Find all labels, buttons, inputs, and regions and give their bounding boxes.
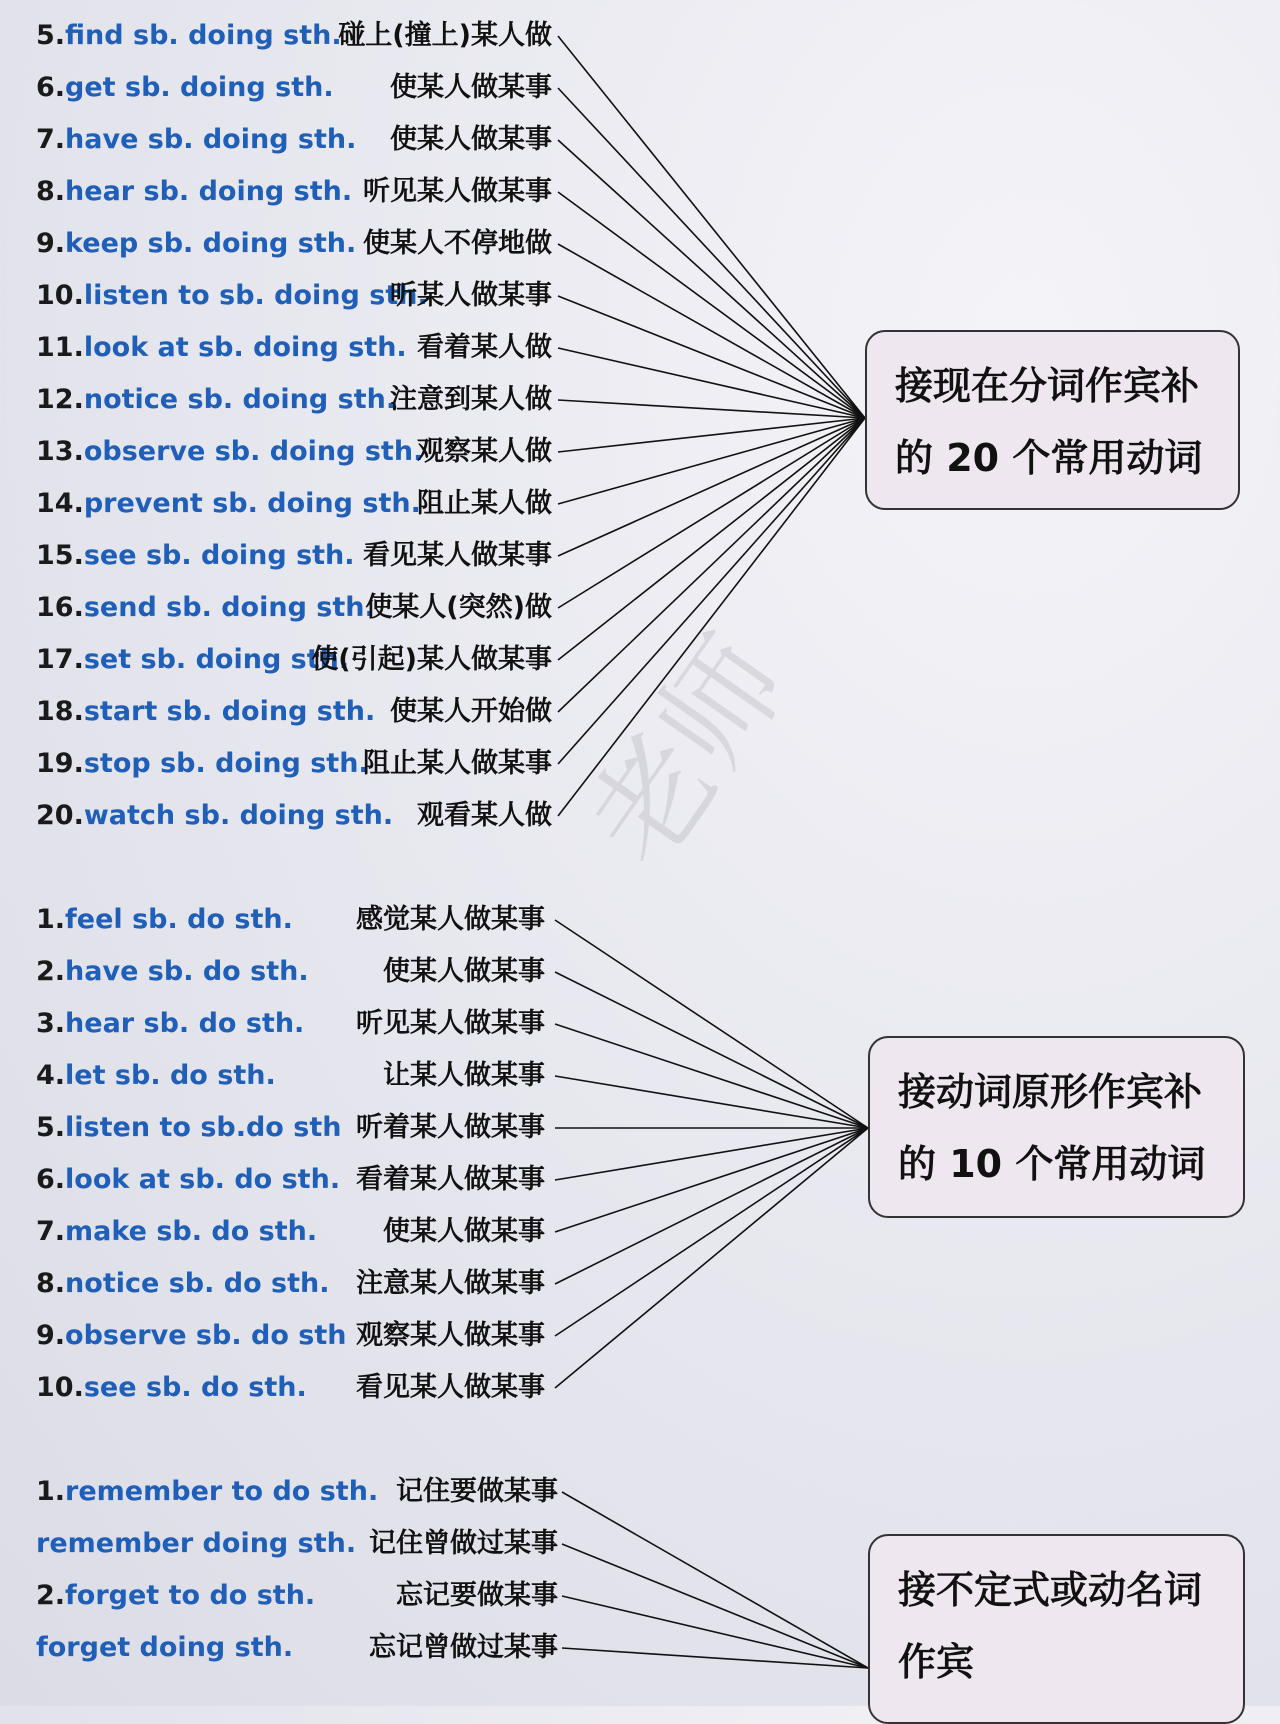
chinese-meaning: 看着某人做某事 bbox=[356, 1164, 545, 1195]
list-item bbox=[0, 16, 1280, 56]
chinese-meaning: 观看某人做 bbox=[417, 800, 552, 831]
verb-pattern: see sb. do sth. bbox=[83, 1372, 307, 1403]
item-number: 6. bbox=[36, 1164, 66, 1195]
english-phrase bbox=[36, 172, 352, 212]
verb-pattern: forget to do sth. bbox=[65, 1580, 316, 1611]
item-number: 8. bbox=[36, 1268, 66, 1299]
english-phrase bbox=[36, 432, 423, 472]
category-title-line: 接不定式或动名词 bbox=[898, 1568, 1203, 1612]
chinese-meaning: 看着某人做 bbox=[417, 332, 552, 363]
verb-pattern: make sb. do sth. bbox=[65, 1216, 318, 1247]
category-box bbox=[868, 1534, 1245, 1724]
chinese-meaning: 使某人开始做 bbox=[390, 696, 552, 727]
verb-pattern: start sb. doing sth. bbox=[83, 696, 376, 727]
chinese-meaning: 观察某人做某事 bbox=[356, 1320, 545, 1351]
item-number: 3. bbox=[36, 1008, 66, 1039]
chinese-meaning: 使某人(突然)做 bbox=[365, 592, 552, 623]
list-item bbox=[0, 640, 1280, 680]
list-item bbox=[0, 588, 1280, 628]
item-number: 2. bbox=[36, 956, 66, 987]
item-number: 12. bbox=[36, 384, 84, 415]
item-number: 20. bbox=[36, 800, 84, 831]
chinese-meaning: 阻止某人做 bbox=[417, 488, 552, 519]
chinese-meaning: 使某人做某事 bbox=[390, 124, 552, 155]
english-phrase bbox=[36, 120, 356, 160]
english-phrase bbox=[36, 380, 396, 420]
english-phrase bbox=[36, 536, 355, 576]
english-phrase bbox=[36, 1160, 340, 1200]
item-number: 10. bbox=[36, 1372, 84, 1403]
chinese-meaning: 记住要做某事 bbox=[396, 1476, 558, 1507]
english-phrase bbox=[36, 224, 356, 264]
chinese-meaning: 使某人做某事 bbox=[383, 1216, 545, 1247]
verb-pattern: get sb. doing sth. bbox=[65, 72, 334, 103]
chinese-meaning: 注意某人做某事 bbox=[356, 1268, 545, 1299]
english-phrase bbox=[36, 1264, 329, 1304]
verb-pattern: stop sb. doing sth. bbox=[83, 748, 369, 779]
list-item bbox=[0, 1368, 1280, 1408]
verb-pattern: let sb. do sth. bbox=[65, 1060, 276, 1091]
item-number: 16. bbox=[36, 592, 84, 623]
chinese-meaning: 听见某人做某事 bbox=[363, 176, 552, 207]
chinese-meaning: 记住曾做过某事 bbox=[369, 1528, 558, 1559]
english-phrase bbox=[36, 588, 375, 628]
item-number: 7. bbox=[36, 1216, 66, 1247]
verb-pattern: look at sb. doing sth. bbox=[83, 332, 407, 363]
chinese-meaning: 忘记要做某事 bbox=[396, 1580, 558, 1611]
list-item bbox=[0, 1316, 1280, 1356]
chinese-meaning: 使某人做某事 bbox=[390, 72, 552, 103]
item-number: 17. bbox=[36, 644, 84, 675]
verb-pattern: listen to sb. doing sth. bbox=[83, 280, 428, 311]
english-phrase bbox=[36, 328, 407, 368]
list-item bbox=[0, 1264, 1280, 1304]
item-number: 6. bbox=[36, 72, 66, 103]
item-number: 15. bbox=[36, 540, 84, 571]
category-title-line: 的 20 个常用动词 bbox=[895, 436, 1203, 480]
connector-line bbox=[555, 972, 868, 1128]
english-phrase bbox=[36, 1576, 315, 1616]
english-phrase bbox=[36, 1628, 293, 1668]
list-item bbox=[0, 172, 1280, 212]
english-phrase bbox=[36, 952, 309, 992]
verb-pattern: find sb. doing sth. bbox=[65, 20, 342, 51]
category-title-line: 接动词原形作宾补 bbox=[898, 1070, 1203, 1114]
list-item bbox=[0, 536, 1280, 576]
verb-pattern: watch sb. doing sth. bbox=[83, 800, 394, 831]
verb-pattern: observe sb. doing sth. bbox=[83, 436, 424, 467]
list-item bbox=[0, 796, 1280, 836]
verb-pattern: notice sb. do sth. bbox=[65, 1268, 330, 1299]
english-phrase bbox=[36, 276, 428, 316]
chinese-meaning: 看见某人做某事 bbox=[356, 1372, 545, 1403]
verb-pattern: see sb. doing sth. bbox=[83, 540, 355, 571]
category-title-line: 接现在分词作宾补 bbox=[895, 364, 1200, 408]
list-item bbox=[0, 224, 1280, 264]
chinese-meaning: 使(引起)某人做某事 bbox=[311, 644, 552, 675]
list-item bbox=[0, 276, 1280, 316]
english-phrase bbox=[36, 900, 293, 940]
verb-pattern: keep sb. doing sth. bbox=[65, 228, 357, 259]
list-item bbox=[0, 120, 1280, 160]
list-item bbox=[0, 692, 1280, 732]
item-number: 14. bbox=[36, 488, 84, 519]
chinese-meaning: 注意到某人做 bbox=[390, 384, 552, 415]
list-item bbox=[0, 952, 1280, 992]
item-number: 18. bbox=[36, 696, 84, 727]
chinese-meaning: 使某人做某事 bbox=[383, 956, 545, 987]
chinese-meaning: 让某人做某事 bbox=[383, 1060, 545, 1091]
chinese-meaning: 看见某人做某事 bbox=[363, 540, 552, 571]
category-box bbox=[865, 330, 1240, 510]
english-phrase bbox=[36, 1472, 378, 1512]
verb-pattern: look at sb. do sth. bbox=[65, 1164, 341, 1195]
chinese-meaning: 感觉某人做某事 bbox=[356, 904, 545, 935]
verb-pattern: observe sb. do sth bbox=[65, 1320, 347, 1351]
verb-pattern: send sb. doing sth. bbox=[83, 592, 375, 623]
item-number: 8. bbox=[36, 176, 66, 207]
item-number: 4. bbox=[36, 1060, 66, 1091]
english-phrase bbox=[36, 484, 421, 524]
item-number: 1. bbox=[36, 1476, 66, 1507]
chinese-meaning: 忘记曾做过某事 bbox=[369, 1632, 558, 1663]
item-number: 2. bbox=[36, 1580, 66, 1611]
item-number: 19. bbox=[36, 748, 84, 779]
verb-pattern: notice sb. doing sth. bbox=[83, 384, 397, 415]
english-phrase bbox=[36, 1524, 356, 1564]
english-phrase bbox=[36, 68, 334, 108]
english-phrase bbox=[36, 1108, 341, 1148]
english-phrase bbox=[36, 1316, 346, 1356]
list-item bbox=[0, 900, 1280, 940]
item-number: 5. bbox=[36, 20, 66, 51]
chinese-meaning: 阻止某人做某事 bbox=[363, 748, 552, 779]
verb-pattern: hear sb. do sth. bbox=[65, 1008, 305, 1039]
item-number: 5. bbox=[36, 1112, 66, 1143]
chinese-meaning: 碰上(撞上)某人做 bbox=[338, 20, 552, 51]
list-item bbox=[0, 1472, 1280, 1512]
item-number: 11. bbox=[36, 332, 84, 363]
verb-pattern: listen to sb.do sth bbox=[65, 1112, 342, 1143]
chinese-meaning: 使某人不停地做 bbox=[363, 228, 552, 259]
verb-pattern: remember doing sth. bbox=[36, 1528, 357, 1559]
item-number: 13. bbox=[36, 436, 84, 467]
item-number: 9. bbox=[36, 228, 66, 259]
verb-pattern: feel sb. do sth. bbox=[65, 904, 293, 935]
chinese-meaning: 听见某人做某事 bbox=[356, 1008, 545, 1039]
item-number: 1. bbox=[36, 904, 66, 935]
verb-pattern: set sb. doing sth. bbox=[83, 644, 350, 675]
list-item bbox=[0, 68, 1280, 108]
verb-pattern: remember to do sth. bbox=[65, 1476, 379, 1507]
english-phrase bbox=[36, 1368, 307, 1408]
category-title-line: 作宾 bbox=[898, 1640, 975, 1684]
item-number: 7. bbox=[36, 124, 66, 155]
english-phrase bbox=[36, 1004, 304, 1044]
verb-pattern: forget doing sth. bbox=[36, 1632, 294, 1663]
verb-pattern: prevent sb. doing sth. bbox=[83, 488, 421, 519]
verb-pattern: have sb. do sth. bbox=[65, 956, 309, 987]
english-phrase bbox=[36, 796, 393, 836]
category-box bbox=[868, 1036, 1245, 1218]
verb-pattern: have sb. doing sth. bbox=[65, 124, 357, 155]
english-phrase bbox=[36, 692, 375, 732]
chinese-meaning: 听某人做某事 bbox=[390, 280, 552, 311]
english-phrase bbox=[36, 640, 349, 680]
english-phrase bbox=[36, 1212, 317, 1252]
english-phrase bbox=[36, 16, 342, 56]
verb-pattern: hear sb. doing sth. bbox=[65, 176, 353, 207]
watermark: 老师 bbox=[562, 613, 815, 891]
connector-line bbox=[555, 1128, 868, 1284]
english-phrase bbox=[36, 1056, 276, 1096]
item-number: 9. bbox=[36, 1320, 66, 1351]
english-phrase bbox=[36, 744, 369, 784]
item-number: 10. bbox=[36, 280, 84, 311]
chinese-meaning: 观察某人做 bbox=[417, 436, 552, 467]
list-item bbox=[0, 744, 1280, 784]
chinese-meaning: 听着某人做某事 bbox=[356, 1112, 545, 1143]
category-title-line: 的 10 个常用动词 bbox=[898, 1142, 1206, 1186]
list-item bbox=[0, 1212, 1280, 1252]
